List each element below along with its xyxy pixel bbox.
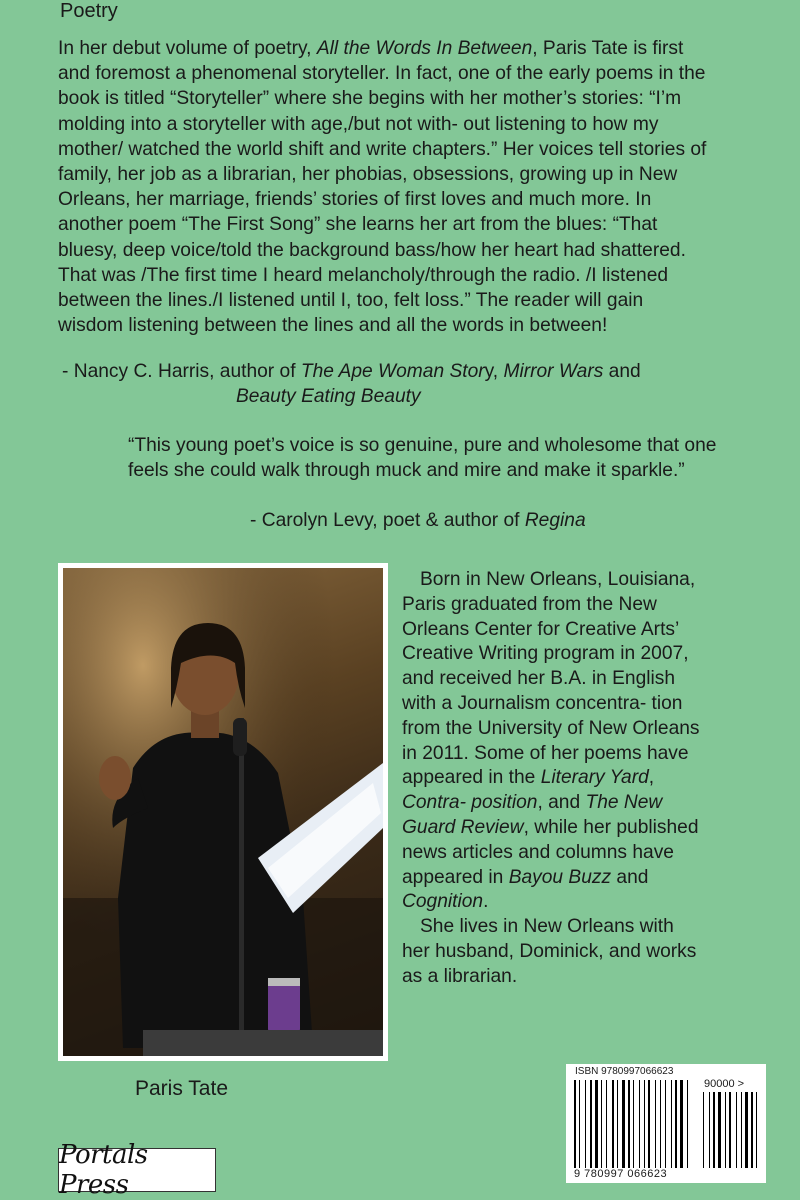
attribution-prefix: - Nancy C. Harris, author of [62, 361, 301, 382]
attribution-and: and [603, 361, 641, 382]
photo-caption: Paris Tate [135, 1077, 228, 1100]
pub-new-guard-review: The New Guard Review [402, 792, 663, 838]
price-code: 90000 > [704, 1078, 745, 1090]
pub-bayou-buzz: Bayou Buzz [508, 866, 612, 888]
isbn-label: ISBN 9780997066623 [575, 1066, 674, 1077]
pub-cognition: Cognition [402, 891, 484, 913]
book-beauty-eating: Beauty Eating Beauty [236, 386, 421, 407]
publisher-logo: Portals Press [58, 1148, 216, 1192]
isbn-barcode [566, 1064, 766, 1183]
attribution-harris [62, 359, 641, 384]
bio-and-1: , and [537, 792, 586, 814]
bio-comma: , [648, 767, 655, 789]
bio-text-1: Born in New Orleans, Louisiana, Paris graduated from the New Orleans Center for Creative Arts’ Creative Writing program in 2007, and received her B.A. in English with a Journalism concentra- tion from the University of New Orleans in 2011. Some of her poems have appeared in the [402, 569, 700, 789]
author-bio [402, 568, 702, 990]
genre-label: Poetry [60, 0, 118, 22]
blurb-text-2: , Paris Tate is first and foremost a phenomenal storyteller. In fact, one of the early poems in the book is titled “Storyteller” where she begins with her mother’s stories: “I’m molding into a storyteller with age,/but not with- out listening to how my mother/ watched the world shift and write chapters.” Her voices tell stories of family, her job as a librarian, her phobias, obsessions, growing up in New Orleans, her marriage, friends’ stories of first loves and much more. In another poem “The First Song” she learns her art from the blues: “That bluesy, deep voice/told the background bass/how her heart had shattered. That was /The first time I heard melancholy/through the radio. /I listened between the lines./I listened until I, too, felt loss.” The reader will gain wisdom listening between the lines and all the words in between! [58, 38, 707, 337]
book-mirror-wars: Mirror Wars [503, 361, 604, 382]
bio-text-2: , while her published news articles and columns have appeared in [402, 816, 699, 888]
bio-paragraph-2: She lives in New Orleans with her husband, Dominick, and works as a librarian. [402, 916, 697, 987]
isbn-digits: 9 780997 066623 [574, 1168, 668, 1180]
bio-period: . [483, 891, 489, 913]
blurb-text-1: In her debut volume of poetry, [58, 38, 317, 59]
author-photo-frame [58, 563, 388, 1061]
attribution-levy [250, 508, 586, 533]
pub-literary-yard: Literary Yard [540, 767, 649, 789]
barcode-bars [571, 1070, 761, 1180]
review-blurb [58, 36, 708, 338]
author-photo [63, 568, 383, 1056]
author-photo-illustration [63, 568, 383, 1056]
attribution-harris-line2 [236, 384, 421, 409]
attribution-levy-prefix: - Carolyn Levy, poet & author of [250, 510, 525, 531]
book-title: All the Words In Between [316, 38, 533, 59]
pub-contraposition: Contra- position [402, 792, 538, 814]
quote-levy: “This young poet’s voice is so genuine, pure and wholesome that one feels she could walk through muck and mire and make it sparkle.” [128, 435, 717, 482]
book-regina: Regina [524, 510, 586, 531]
book-ape-woman-tail: y, [484, 361, 504, 382]
bio-and-2: and [611, 866, 649, 888]
book-ape-woman: The Ape Woman Stor [300, 361, 485, 382]
